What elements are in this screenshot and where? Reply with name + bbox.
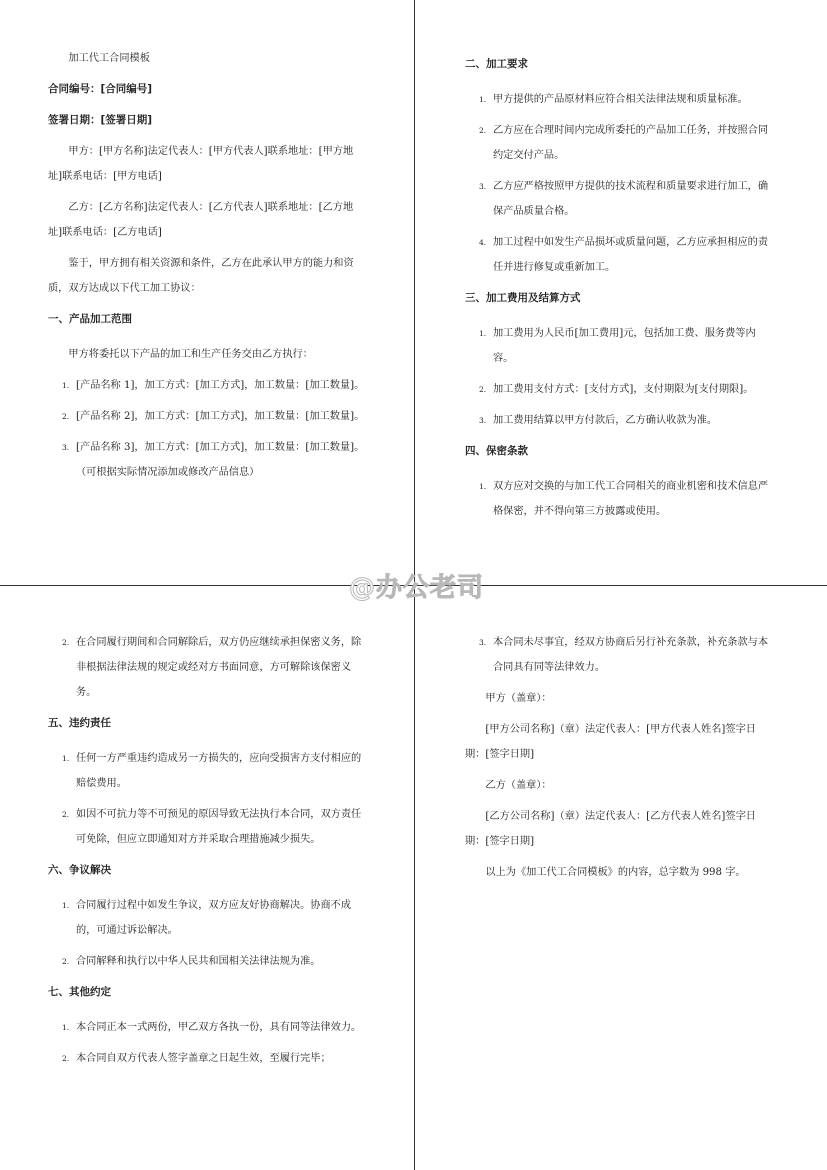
list-number: 2. bbox=[479, 385, 487, 394]
list-number: 3. bbox=[479, 638, 487, 647]
list-item bbox=[465, 630, 775, 680]
list-item bbox=[48, 435, 366, 485]
list-text: 在合同履行期间和合同解除后，双方仍应继续承担保密义务，除非根据法律法规的规定或经对方书面同意，方可解除该保密义务。 bbox=[76, 637, 362, 698]
section-heading: 六、争议解决 bbox=[48, 864, 111, 876]
list-item bbox=[48, 404, 366, 429]
section-list bbox=[48, 630, 366, 705]
section-list bbox=[48, 1015, 366, 1071]
list-number: 4. bbox=[479, 238, 487, 247]
section-list bbox=[465, 321, 775, 433]
section-list bbox=[465, 630, 775, 680]
list-item bbox=[465, 474, 775, 524]
list-item bbox=[465, 377, 775, 402]
list-item bbox=[48, 1015, 366, 1040]
party-a-info: 甲方：[甲方名称]法定代表人：[甲方代表人]联系地址：[甲方地址]联系电话：[甲方电话] bbox=[48, 146, 354, 182]
list-number: 2. bbox=[479, 126, 487, 135]
list-text: 乙方应在合理时间内完成所委托的产品加工任务，并按照合同约定交付产品。 bbox=[493, 125, 769, 161]
list-item bbox=[465, 87, 775, 112]
list-text: 合同履行过程中如发生争议，双方应友好协商解决。协商不成的，可通过诉讼解决。 bbox=[76, 900, 352, 936]
party-b-signature: [乙方公司名称]（章）法定代表人：[乙方代表人姓名]签字日期：[签字日期] bbox=[465, 811, 756, 847]
list-number: 2. bbox=[62, 957, 70, 966]
party-a-seal: 甲方（盖章）： bbox=[485, 693, 552, 704]
list-text: 任何一方严重违约造成另一方损失的，应向受损害方支付相应的赔偿费用。 bbox=[76, 753, 362, 789]
list-item bbox=[465, 408, 775, 433]
contract-number: 合同编号：[合同编号] bbox=[48, 83, 153, 95]
list-text: [产品名称 2]，加工方式：[加工方式]，加工数量：[加工数量]。 bbox=[76, 411, 365, 422]
preamble: 鉴于，甲方拥有相关资源和条件，乙方在此承认甲方的能力和资质，双方达成以下代工加工协议： bbox=[48, 258, 354, 294]
page-4 bbox=[465, 630, 775, 891]
list-item bbox=[48, 373, 366, 398]
section-heading: 七、其他约定 bbox=[48, 986, 111, 998]
list-number: 2. bbox=[62, 412, 70, 421]
section-intro: 甲方将委托以下产品的加工和生产任务交由乙方执行： bbox=[68, 349, 313, 360]
page-1 bbox=[48, 46, 366, 491]
list-number: 1. bbox=[62, 754, 70, 763]
list-text: 如因不可抗力等不可预见的原因导致无法执行本合同，双方责任可免除，但应立即通知对方并采取合理措施减少损失。 bbox=[76, 809, 362, 845]
list-number: 1. bbox=[62, 1023, 70, 1032]
list-number: 1. bbox=[479, 95, 487, 104]
party-a-signature: [甲方公司名称]（章）法定代表人：[甲方代表人姓名]签字日期：[签字日期] bbox=[465, 724, 756, 760]
list-text: 加工费用结算以甲方付款后，乙方确认收款为准。 bbox=[493, 415, 718, 426]
list-number: 1. bbox=[479, 329, 487, 338]
list-item bbox=[48, 1046, 366, 1071]
list-item bbox=[465, 118, 775, 168]
section-list bbox=[465, 87, 775, 280]
list-item bbox=[48, 893, 366, 943]
list-text: 本合同未尽事宜，经双方协商后另行补充条款，补充条款与本合同具有同等法律效力。 bbox=[493, 637, 769, 673]
section-heading: 四、保密条款 bbox=[465, 445, 528, 457]
page-2 bbox=[465, 46, 775, 530]
party-b-info: 乙方：[乙方名称]法定代表人：[乙方代表人]联系地址：[乙方地址]联系电话：[乙方电话] bbox=[48, 202, 354, 238]
list-text: 加工费用支付方式：[支付方式]，支付期限为[支付期限]。 bbox=[493, 384, 754, 395]
list-text: 本合同自双方代表人签字盖章之日起生效，至履行完毕； bbox=[76, 1053, 331, 1064]
section-heading: 五、违约责任 bbox=[48, 717, 111, 729]
section-heading: 二、加工要求 bbox=[465, 58, 528, 70]
party-b-seal: 乙方（盖章）： bbox=[485, 780, 552, 791]
section-list bbox=[48, 373, 366, 485]
sign-date: 签署日期：[签署日期] bbox=[48, 114, 153, 126]
list-text: 乙方应严格按照甲方提供的技术流程和质量要求进行加工，确保产品质量合格。 bbox=[493, 181, 769, 217]
list-number: 2. bbox=[62, 1054, 70, 1063]
list-text: 甲方提供的产品原材料应符合相关法律法规和质量标准。 bbox=[493, 94, 748, 105]
section-heading: 三、加工费用及结算方式 bbox=[465, 292, 581, 304]
list-number: 2. bbox=[62, 810, 70, 819]
page-3 bbox=[48, 630, 366, 1077]
list-text: 加工过程中如发生产品损坏或质量问题，乙方应承担相应的责任并进行修复或重新加工。 bbox=[493, 237, 769, 273]
list-item bbox=[48, 630, 366, 705]
list-item bbox=[465, 321, 775, 371]
list-number: 2. bbox=[62, 638, 70, 647]
list-text: 本合同正本一式两份，甲乙双方各执一份，具有同等法律效力。 bbox=[76, 1022, 362, 1033]
list-number: 1. bbox=[62, 901, 70, 910]
list-item bbox=[48, 802, 366, 852]
list-text: [产品名称 1]，加工方式：[加工方式]，加工数量：[加工数量]。 bbox=[76, 380, 365, 391]
list-item bbox=[48, 949, 366, 974]
list-text: 加工费用为人民币[加工费用]元，包括加工费、服务费等内容。 bbox=[493, 328, 756, 364]
document-title: 加工代工合同模板 bbox=[68, 53, 150, 64]
list-text: 双方应对交换的与加工代工合同相关的商业机密和技术信息严格保密，并不得向第三方披露或使用。 bbox=[493, 481, 769, 517]
list-text: 合同解释和执行以中华人民共和国相关法律法规为准。 bbox=[76, 956, 321, 967]
watermark: @办公老司 bbox=[348, 572, 484, 603]
list-item bbox=[465, 230, 775, 280]
section-list bbox=[48, 746, 366, 852]
section-heading: 一、产品加工范围 bbox=[48, 313, 132, 325]
list-item bbox=[465, 174, 775, 224]
list-text: [产品名称 3]，加工方式：[加工方式]，加工数量：[加工数量]。（可根据实际情况添加或修改产品信息） bbox=[76, 442, 365, 478]
list-item bbox=[48, 746, 366, 796]
document-footer: 以上为《加工代工合同模板》的内容，总字数为 998 字。 bbox=[485, 867, 746, 878]
list-number: 3. bbox=[62, 443, 70, 452]
list-number: 3. bbox=[479, 182, 487, 191]
list-number: 1. bbox=[62, 381, 70, 390]
section-list bbox=[465, 474, 775, 524]
section-list bbox=[48, 893, 366, 974]
list-number: 1. bbox=[479, 482, 487, 491]
list-number: 3. bbox=[479, 416, 487, 425]
